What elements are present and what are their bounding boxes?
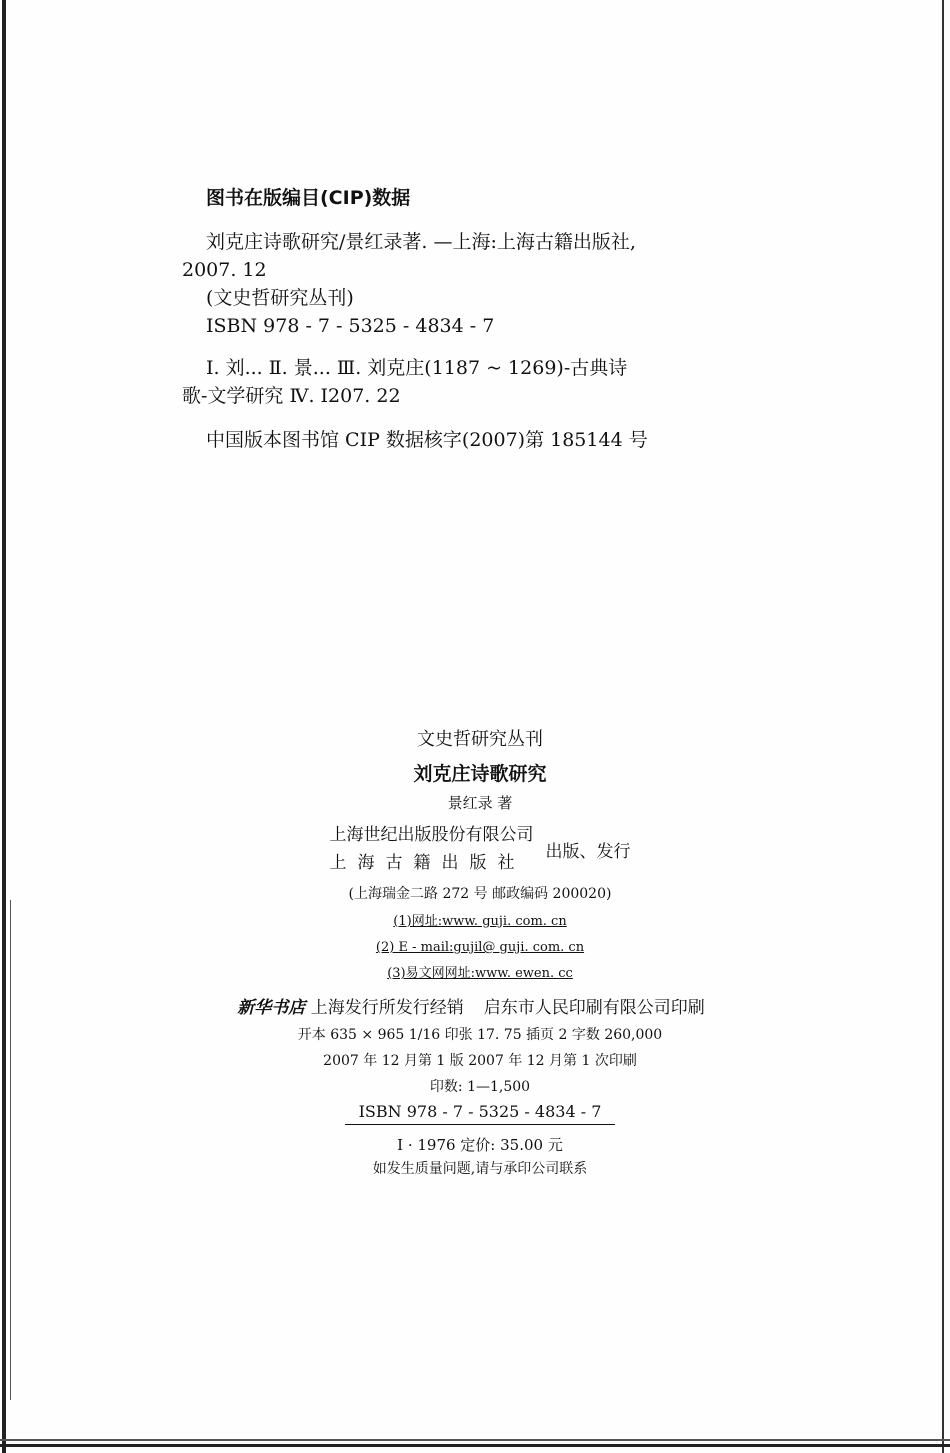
colophon-series: 文史哲研究丛刊	[417, 729, 543, 750]
publisher-2: 上海古籍出版社	[329, 853, 526, 873]
scan-edge-bottom-thick	[0, 1444, 950, 1447]
scan-edge-left	[2, 0, 6, 1453]
colophon-block	[170, 725, 790, 1181]
cip-isbn-line: ISBN 978 - 7 - 5325 - 4834 - 7	[206, 315, 495, 337]
cip-heading: 图书在版编目(CIP)数据	[206, 187, 411, 209]
edition-info: 2007 年 12 月第 1 版 2007 年 12 月第 1 次印刷	[323, 1053, 637, 1069]
colophon-isbn: ISBN 978 - 7 - 5325 - 4834 - 7	[345, 1100, 616, 1125]
cip-subject-line-2: 歌-文学研究 Ⅳ. I207. 22	[182, 385, 401, 407]
price-line: I · 1976 定价: 35.00 元	[397, 1136, 563, 1154]
cip-entry-line-2: 2007. 12	[182, 259, 267, 281]
quality-note: 如发生质量问题,请与承印公司联系	[372, 1161, 588, 1177]
cip-subject-line-1: Ⅰ. 刘... Ⅱ. 景... Ⅲ. 刘克庄(1187 ~ 1269)-古典诗	[206, 357, 628, 379]
distributor: 上海发行所发行经销	[310, 998, 464, 1018]
publisher-names	[330, 821, 534, 877]
scan-edge-line	[10, 900, 11, 1400]
cip-entry-line-1: 刘克庄诗歌研究/景红录著. —上海:上海古籍出版社,	[206, 231, 636, 253]
cip-number-line: 中国版本图书馆 CIP 数据核字(2007)第 185144 号	[206, 429, 648, 451]
website-line: (1)网址:www. guji. com. cn	[393, 914, 567, 929]
ewen-website-line: (3)易文网网址:www. ewen. cc	[387, 966, 573, 981]
print-run: 印数: 1—1,500	[429, 1079, 531, 1095]
scan-edge-right	[942, 0, 944, 1453]
cip-data-block	[182, 183, 782, 454]
colophon-author: 景红录 著	[447, 794, 513, 812]
colophon-title: 刘克庄诗歌研究	[413, 763, 547, 785]
publisher-1: 上海世纪出版股份有限公司	[329, 825, 534, 845]
publisher-address: (上海瑞金二路 272 号 邮政编码 200020)	[348, 886, 612, 902]
cip-series-line: (文史哲研究丛刊)	[206, 287, 354, 309]
format-specs: 开本 635 × 965 1/16 印张 17. 75 插页 2 字数 260,000	[297, 1027, 663, 1043]
printer: 启东市人民印刷有限公司印刷	[483, 998, 705, 1018]
xinhua-bookstore-logo: 新华书店	[237, 998, 306, 1018]
publisher-role: 出版、发行	[545, 841, 631, 862]
scan-edge-bottom	[0, 1439, 950, 1441]
publisher-block	[170, 821, 790, 877]
email-line: (2) E - mail:gujil@ guji. com. cn	[375, 940, 585, 955]
distribution-line	[152, 993, 790, 1018]
